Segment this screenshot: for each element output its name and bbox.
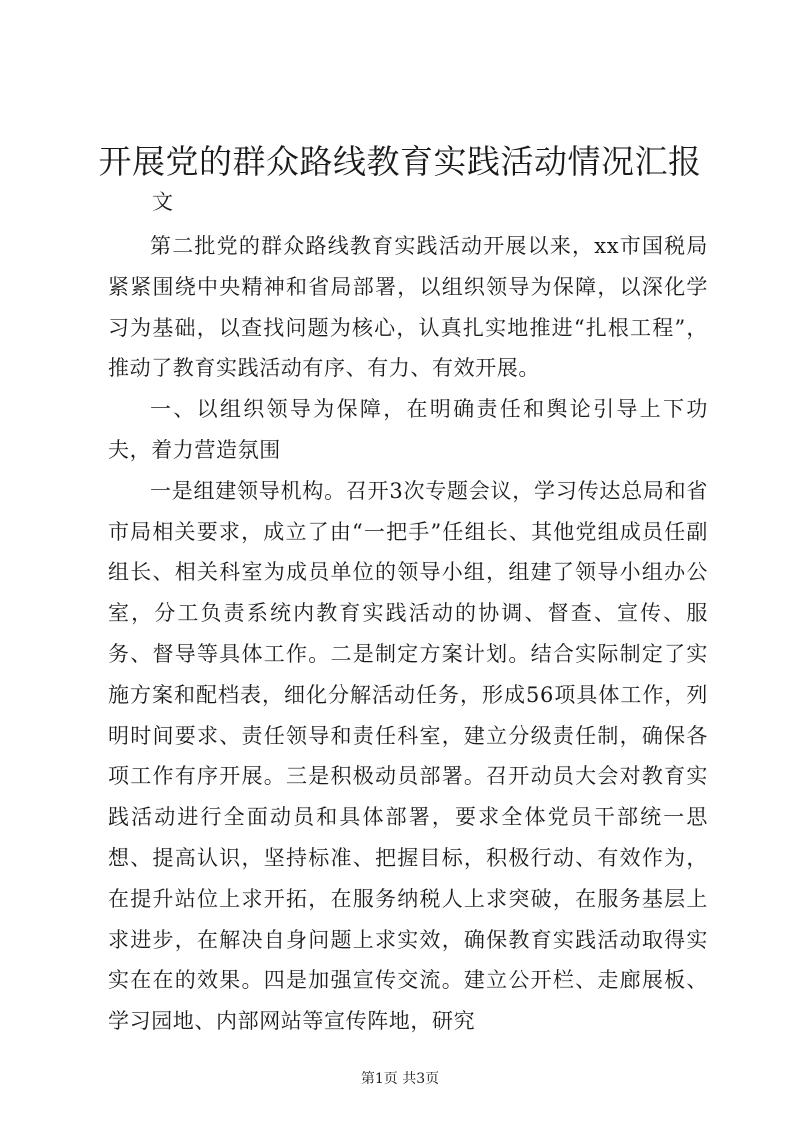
paragraph-section-1: 一是组建领导机构。召开3次专题会议，学习传达总局和省市局相关要求，成立了由“一把手”任组长、其他党组成员任副组长、相关科室为成员单位的领导小组，组建了领导小组办公室，分工负责系统内教育实践活动的协调、督查、宣传、服务、督导等具体工作。二是制定方案计划。结合实际制定了实施方案和配档表，细化分解活动任务，形成56项具体工作，列明时间要求、责任领导和责任科室，建立分级责任制，确保各项工作有序开展。三是积极动员部署。召开动员大会对教育实践活动进行全面动员和具体部署，要求全体党员干部统一思想、提高认识，坚持标准、把握目标，积极行动、有效作为，在提升站位上求开拓，在服务纳税人上求突破，在服务基层上求进步，在解决自身问题上求实效，确保教育实践活动取得实实在在的效果。四是加强宣传交流。建立公开栏、走廊展板、学习园地、内部网站等宣传阵地，研究 (108, 478, 708, 1034)
section-heading-1: 一、以组织领导为保障，在明确责任和舆论引导上下功夫，着力营造氛围 (108, 397, 708, 462)
document-title: 开展党的群众路线教育实践活动情况汇报 (98, 142, 702, 181)
document-body (108, 226, 708, 1042)
paragraph-intro: 第二批党的群众路线教育实践活动开展以来，xx市国税局紧紧围绕中央精神和省局部署，以组织领导为保障，以深化学习为基础，以查找问题为核心，认真扎实地推进“扎根工程”，推动了教育实践活动有序、有力、有效开展。 (108, 234, 708, 381)
page-footer: 第1页 共3页 (360, 1071, 440, 1087)
author-label: 文 (152, 190, 173, 214)
